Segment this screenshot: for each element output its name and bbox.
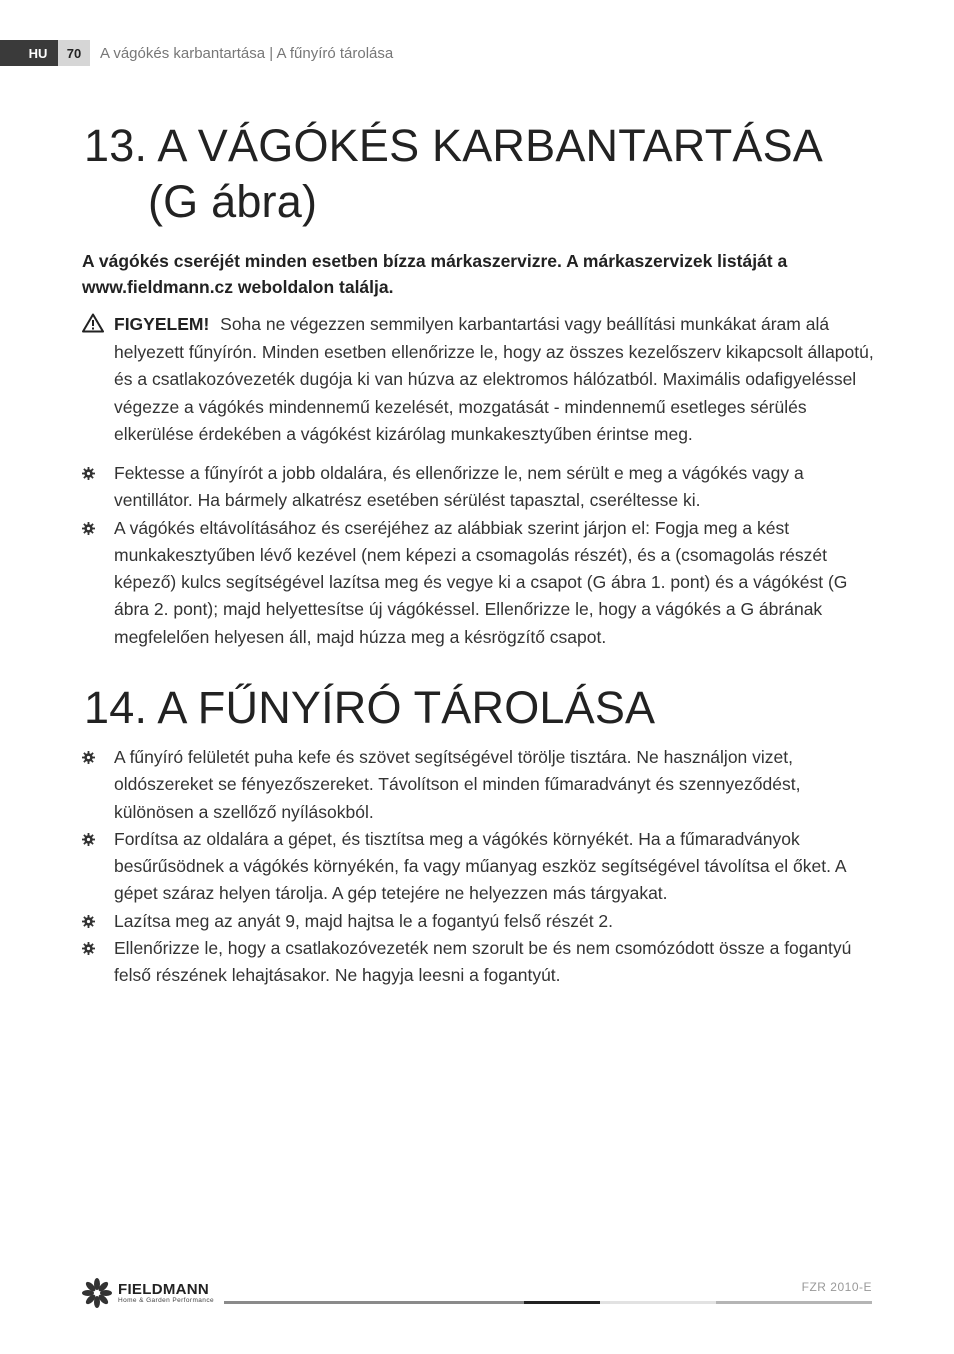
service-notice: A vágókés cseréjét minden esetben bízza márkaszervizre. A márkaszervizek listáját a www.fieldmann.cz weboldalon találja. (82, 251, 788, 297)
warning-text (114, 311, 876, 449)
section-14-title: 14. A FŰNYÍRÓ TÁROLÁSA (84, 682, 656, 733)
list-item (82, 908, 876, 935)
language-badge: HU (0, 40, 58, 66)
gear-bullet-icon (82, 833, 95, 846)
fieldmann-flower-icon (82, 1278, 112, 1308)
list-item (82, 515, 876, 651)
brand-text (118, 1282, 214, 1304)
list-item (82, 935, 876, 990)
list-item (82, 826, 876, 908)
running-title: A vágókés karbantartása | A fűnyíró tárolása (100, 44, 394, 62)
gear-bullet-icon (82, 942, 95, 955)
list-item-text: Ellenőrizze le, hogy a csatlakozóvezeték nem szorult be és nem csomózódott össze a fogantyú felső részének lehajtásakor. Ne hagyja leesni a fogantyút. (114, 938, 852, 986)
list-item-text: A fűnyíró felületét puha kefe és szövet segítségével törölje tisztára. Ne használjon vizet, oldószereket se fényezőszereket. Távolítson el minden fűmaradványt és szennyeződést, különösen a szellőző nyílásokból. (114, 747, 801, 822)
brand-name: FIELDMANN (118, 1281, 210, 1298)
section-13-list (82, 460, 876, 651)
list-item-text: Fordítsa az oldalára a gépet, és tisztítsa meg a vágókés környékét. Ha a fűmaradványok besűrűsödnek a vágókés környékén, fa vagy műanyag eszköz segítségével távolítsa el őket. A gépet száraz helyen tárolja. A gép tetejére ne helyezzen más tárgyakat. (114, 828, 846, 904)
warning-triangle-icon (82, 313, 104, 333)
warning-block (82, 311, 876, 449)
gear-bullet-icon (82, 751, 95, 764)
brand-logo (82, 1278, 214, 1308)
brand-tagline: Home & Garden Performance (118, 1297, 214, 1304)
footer-rule-left (224, 1301, 524, 1304)
gear-bullet-icon (82, 467, 95, 480)
list-item (82, 744, 876, 826)
model-number: FZR 2010-E (801, 1280, 872, 1294)
footer-rule-light (600, 1301, 716, 1304)
list-item-text: A vágókés eltávolításához és cseréjéhez az alábbiak szerint járjon el: Fogja meg a kést munkakesztyűben lévő kezével (nem képezi a csomagolás részét), és a (csomagolás részét képező) kulcs segítségével lazítsa meg és vegye ki a csapot (G ábra 1. pont) és a vágókést (G ábra 2. pont); majd helyettesítse új vágókéssel. Ellenőrizze le, hogy a vágókés a G ábrának megfelelően helyesen áll, majd húzza meg a késrögzítő csapot. (114, 517, 848, 647)
footer-rule-right (716, 1301, 872, 1304)
section-14-list (82, 744, 876, 990)
section-13-title-line1: 13. A VÁGÓKÉS KARBANTARTÁSA (84, 120, 824, 171)
section-13-title (84, 118, 823, 231)
list-item (82, 460, 876, 515)
warning-body: Soha ne végezzen semmilyen karbantartási vagy beállítási munkákat áram alá helyezett fűnyírón. Minden esetben ellenőrizze le, hogy az összes kezelőszerv kikapcsolt állapotú, és a csatlakozóvezeték dugója ki van húzva az elektromos hálózatból. Maximális odafigyeléssel végezze a vágókés mindennemű kezelését, mozgatását - mindennemű esetleges sérülés elkerülése érdekében a vágókést kizárólag munkakesztyűben érintse meg. (114, 314, 874, 444)
warning-label: FIGYELEM! (114, 314, 210, 334)
list-item-text: Lazítsa meg az anyát 9, majd hajtsa le a fogantyú felső részét 2. (114, 910, 614, 931)
gear-bullet-icon (82, 522, 95, 535)
page-header (0, 40, 393, 66)
gear-bullet-icon (82, 915, 95, 928)
section-13-title-line2: (G ábra) (148, 176, 318, 228)
footer-rule-accent (524, 1301, 600, 1304)
page-number: 70 (58, 40, 90, 66)
list-item-text: Fektesse a fűnyírót a jobb oldalára, és ellenőrizze le, nem sérült e meg a vágókés vagy a ventillátor. Ha bármely alkatrész esetében sérülést tapasztal, cseréltesse ki. (114, 463, 804, 511)
